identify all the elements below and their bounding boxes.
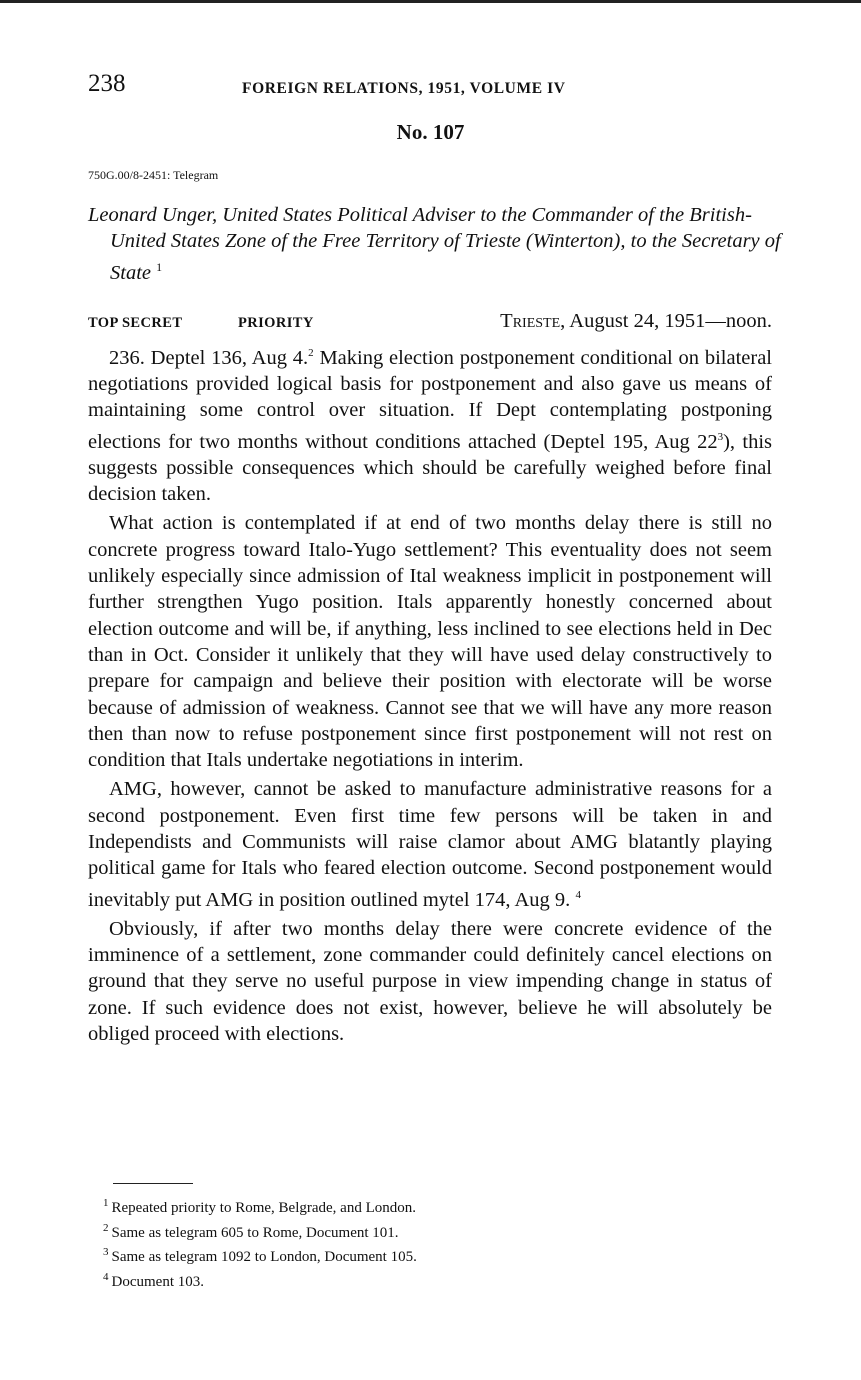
- footnote-marker-3: 3: [717, 430, 724, 443]
- paragraph-3: [88, 776, 772, 912]
- page-top-border: [0, 0, 861, 3]
- footnote-text: Same as telegram 1092 to London, Document 105.: [111, 1249, 417, 1265]
- priority-label: PRIORITY: [238, 315, 314, 331]
- paragraph-1-part-c: ), this suggests possible consequences which should be carefully weighed before final decision taken.: [88, 430, 772, 506]
- footnote-text: Repeated priority to Rome, Belgrade, and London.: [111, 1200, 417, 1216]
- footnote: [103, 1194, 417, 1219]
- footnote-marker-2: 2: [308, 347, 314, 359]
- paragraph-2: What action is contemplated if at end of two months delay there is still no concrete progress toward Italo-Yugo settlement? This eventuality does not seem unlikely especially since admission of Ital weakness implicit in postponement will further strengthen Yugo position. Itals apparently honestly concerned about election outcome and will be, if anything, less inclined to see elections held in Dec than in Oct. Consider it unlikely that they will have used delay constructively to prepare for campaign and believe their position with electorate will be worse because of admission of weakness. Cannot see that we will have any more reason then than now to refuse postponement since first postponement will not rest on condition that Itals undertake negotiations in interim.: [88, 512, 772, 772]
- paragraph-1-part-b: Making election postponement conditional on bilateral negotiations provided logical basis for postponement and also gave us means of maintaining some control over situation. If Dept contemplating postponing elections for two months without conditions attached (Deptel 195, Aug 22: [88, 346, 772, 453]
- paragraph-1-part-a: 236. Deptel 136, Aug 4.: [109, 346, 309, 369]
- date-line: [500, 310, 772, 333]
- footnote: [103, 1219, 417, 1244]
- telegram-body: [88, 340, 772, 1050]
- heading-footnote-marker: 1: [156, 260, 163, 274]
- footnote-rule: [113, 1183, 193, 1184]
- footnote-text: Document 103.: [111, 1273, 204, 1290]
- footnote-marker: 3: [103, 1246, 109, 1258]
- place-name: Trieste: [500, 310, 561, 332]
- paragraph-4: Obviously, if after two months delay there were concrete evidence of the imminence of a settlement, zone commander could definitely cancel elections on ground that they serve no useful purpose in view impending change in status of zone. If such evidence does not exist, however, believe he will absolutely be obliged proceed with elections.: [88, 917, 772, 1045]
- document-number: No. 107: [396, 120, 465, 144]
- footnote: [103, 1268, 417, 1293]
- footnote-marker: 2: [103, 1221, 109, 1234]
- footnotes: [103, 1194, 417, 1292]
- page-number: 238: [88, 70, 126, 97]
- paragraph-3-text: AMG, however, cannot be asked to manufacture administrative reasons for a second postponement. Even first time few persons will be taken in and Independists and Communists will raise clamor about AMG blatantly playing political game for Itals who feared election outcome. Second postponement would inevitably put AMG in position outlined mytel 174, Aug 9.: [88, 778, 772, 911]
- dateline: [88, 310, 772, 338]
- heading-text: Leonard Unger, United States Political Adviser to the Commander of the British-United States Zone of the Free Territory of Trieste (Winterton), to the Secretary of State: [88, 204, 781, 284]
- footnote-marker: 4: [103, 1270, 109, 1283]
- classification-label: TOP SECRET: [88, 315, 183, 331]
- footnote: [103, 1243, 417, 1268]
- footnote-marker-4: 4: [575, 888, 581, 901]
- paragraph-1: [88, 340, 772, 507]
- document-heading: [88, 202, 800, 286]
- footnote-text: Same as telegram 605 to Rome, Document 101.: [111, 1224, 399, 1241]
- footnote-marker: 1: [103, 1197, 109, 1209]
- file-reference: 750G.00/8-2451: Telegram: [88, 168, 219, 182]
- running-head: FOREIGN RELATIONS, 1951, VOLUME IV: [242, 80, 566, 97]
- date-text: , August 24, 1951—noon.: [560, 310, 772, 332]
